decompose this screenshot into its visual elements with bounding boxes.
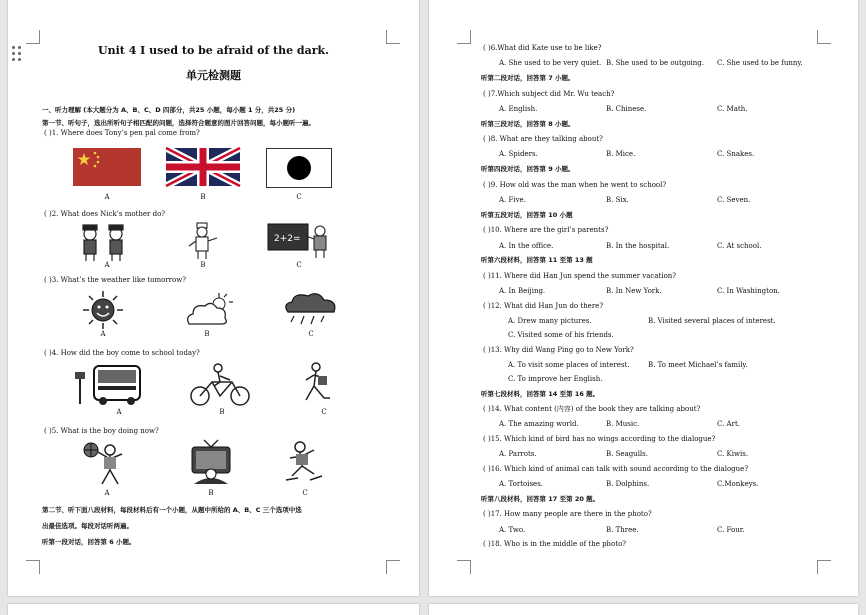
question-text: 8. What are they talking about?: [490, 135, 603, 143]
option-label: B: [200, 193, 206, 201]
option-label: A: [100, 330, 106, 338]
option-label: B: [204, 330, 210, 338]
crop-mark: [386, 30, 400, 44]
answer-option[interactable]: C. Math.: [717, 105, 748, 113]
option-label: B: [200, 261, 206, 269]
option-label: A: [104, 193, 110, 201]
answer-option[interactable]: C. Snakes.: [717, 150, 755, 158]
answer-option[interactable]: C. Art.: [717, 420, 740, 428]
option-label: B: [208, 489, 214, 497]
answer-option[interactable]: A. She used to be very quiet.: [499, 59, 602, 67]
question: [483, 346, 634, 355]
option-label: A: [116, 408, 122, 416]
dialogue-heading: 听第八段材料，回答第 17 至第 20 题。: [481, 495, 600, 503]
answer-option[interactable]: B. Visited several places of interest.: [648, 317, 776, 325]
question: [483, 540, 626, 549]
crop-mark: [26, 30, 40, 44]
answer-blank[interactable]: ( ): [483, 405, 491, 413]
answer-blank[interactable]: ( ): [483, 540, 491, 548]
answer-option[interactable]: C. Visited some of his friends.: [508, 331, 614, 339]
question: [483, 135, 603, 144]
answer-option[interactable]: B. She used to be outgoing.: [606, 59, 704, 67]
answer-option[interactable]: C. She used to be funny.: [717, 59, 803, 67]
crop-mark: [386, 560, 400, 574]
crop-mark: [817, 30, 831, 44]
answer-option[interactable]: A. The amazing world.: [499, 420, 579, 428]
question-text: 7.Which subject did Mr. Wu teach?: [490, 90, 615, 98]
question-text: 9. How old was the man when he went to school?: [490, 181, 667, 189]
question-4: ( )4. How did the boy come to school today?: [44, 349, 200, 357]
question-text: 15. Which kind of bird has no wings according to the dialogue?: [490, 435, 716, 443]
next-page-left: [8, 604, 419, 615]
exam-page-left: [8, 0, 419, 596]
question-5: ( )5. What is the boy doing now?: [44, 427, 159, 435]
answer-option[interactable]: A. In Beijing.: [499, 287, 546, 295]
doctor-icon: [183, 222, 223, 260]
police-icon: [70, 222, 136, 262]
answer-blank[interactable]: ( ): [483, 346, 491, 354]
question-text: 13. Why did Wang Ping go to New York?: [490, 346, 634, 354]
part-heading: 出最佳选项。每段对话听两遍。: [42, 522, 133, 530]
dialogue-heading: 听第四段对话，回答第 9 小题。: [481, 165, 575, 173]
dialogue-heading: 听第五段对话，回答第 10 小题: [481, 211, 573, 219]
sunny-icon: [78, 290, 128, 330]
answer-option[interactable]: B. Mice.: [606, 150, 636, 158]
answer-option[interactable]: A. Drew many pictures.: [508, 317, 592, 325]
crop-mark: [26, 560, 40, 574]
walking-icon: [300, 362, 336, 406]
answer-option[interactable]: B. To meet Michael’s family.: [648, 361, 748, 369]
answer-blank[interactable]: ( ): [483, 135, 491, 143]
question-text: 16. Which kind of animal can talk with sound according to the dialogue?: [490, 465, 749, 473]
dialogue-heading: 听第七段材料，回答第 14 至第 16 题。: [481, 390, 600, 398]
answer-option[interactable]: B. Music.: [606, 420, 640, 428]
answer-option[interactable]: B. In the hospital.: [606, 242, 670, 250]
answer-option[interactable]: B. In New York.: [606, 287, 662, 295]
question: [483, 226, 608, 235]
part-heading: 第一节、听句子，选出所听句子相匹配的问题，选择符合题意的图片回答问题，每小题听一遍。: [42, 119, 315, 127]
page-subtitle: 单元检测题: [186, 69, 241, 82]
answer-option[interactable]: B. Seagulls.: [606, 450, 648, 458]
question: [483, 465, 748, 474]
answer-option[interactable]: B. Six.: [606, 196, 629, 204]
option-label: C: [296, 193, 302, 201]
next-page-right: [429, 604, 858, 615]
option-label: C: [296, 261, 302, 269]
question-1: ( )1. Where does Tony’s pen pal come from?: [44, 129, 200, 137]
answer-option[interactable]: C. To improve her English.: [508, 375, 603, 383]
answer-option[interactable]: C. Seven.: [717, 196, 751, 204]
answer-option[interactable]: C.Monkeys.: [717, 480, 759, 488]
answer-option[interactable]: C. Four.: [717, 526, 745, 534]
answer-blank[interactable]: ( ): [483, 90, 491, 98]
dialogue-heading: 听第三段对话，回答第 8 小题。: [481, 120, 575, 128]
answer-option[interactable]: A. Five.: [499, 196, 526, 204]
bicycle-icon: [186, 364, 256, 406]
answer-blank[interactable]: ( ): [483, 44, 491, 52]
answer-option[interactable]: A. English.: [499, 105, 538, 113]
china-flag-icon: [73, 148, 141, 186]
answer-blank[interactable]: ( ): [483, 465, 491, 473]
question: [483, 405, 700, 414]
question-text: 11. Where did Han Jun spend the summer vacation?: [490, 272, 677, 280]
question: [483, 181, 666, 190]
skating-icon: [280, 440, 332, 486]
dialogue-heading: 听第六段材料，回答第 11 至第 13 题: [481, 256, 593, 264]
answer-blank[interactable]: ( ): [483, 226, 491, 234]
bus-icon: [74, 364, 144, 406]
exam-page-right: [429, 0, 858, 596]
uk-flag-icon: [166, 148, 240, 186]
question-text: 18. Who is in the middle of the photo?: [490, 540, 627, 548]
answer-option[interactable]: A. Two.: [499, 526, 526, 534]
question: [483, 510, 652, 519]
answer-option[interactable]: C. At school.: [717, 242, 762, 250]
crop-mark: [457, 560, 471, 574]
option-label: A: [104, 261, 110, 269]
question-text: 12. What did Han Jun do there?: [490, 302, 604, 310]
option-label: B: [219, 408, 225, 416]
answer-option[interactable]: B. Chinese.: [606, 105, 647, 113]
question-2: ( )2. What does Nick’s mother do?: [44, 210, 166, 218]
answer-option[interactable]: A. Parrots.: [499, 450, 537, 458]
page-title: Unit 4 I used to be afraid of the dark.: [98, 44, 329, 57]
answer-blank[interactable]: ( ): [483, 272, 491, 280]
answer-blank[interactable]: ( ): [483, 302, 491, 310]
answer-option[interactable]: A. Spiders.: [499, 150, 538, 158]
question-text: 17. How many people are there in the photo?: [490, 510, 652, 518]
question-3: ( )3. What’s the weather like tomorrow?: [44, 276, 186, 284]
question: [483, 90, 614, 99]
cloudy-icon: [183, 290, 235, 330]
answer-option[interactable]: A. Tortoises.: [499, 480, 544, 488]
question-text: 10. Where are the girl’s parents?: [490, 226, 609, 234]
answer-option[interactable]: A. In the office.: [499, 242, 554, 250]
basketball-icon: [80, 440, 134, 486]
dialogue-heading: 听第一段对话，回答第 6 小题。: [42, 538, 136, 546]
question-text: 6.What did Kate use to be like?: [490, 44, 602, 52]
question: [483, 44, 601, 53]
answer-option[interactable]: B. Dolphins.: [606, 480, 650, 488]
rainy-icon: [280, 290, 340, 330]
section-heading: 一、听力理解 (本大题分为 A、B、C、D 四部分，共25 小题，每小题 1 分，共25 分): [42, 106, 296, 114]
answer-blank[interactable]: ( ): [44, 210, 52, 218]
question: [483, 302, 603, 311]
tv-icon: [186, 438, 236, 486]
answer-option[interactable]: B. Three.: [606, 526, 639, 534]
answer-blank[interactable]: ( ): [483, 435, 491, 443]
part-heading: 第二节、听下面八段材料，每段材料后有一个小题，从题中所给的 A、B、C 三个选项中选: [42, 506, 302, 514]
question: [483, 272, 676, 281]
drag-handle-icon[interactable]: [12, 46, 22, 62]
teacher-icon: [266, 222, 334, 260]
option-label: C: [308, 330, 314, 338]
question: [483, 435, 715, 444]
crop-mark: [457, 30, 471, 44]
crop-mark: [817, 560, 831, 574]
answer-blank[interactable]: ( ): [44, 427, 52, 435]
answer-blank[interactable]: ( ): [483, 181, 491, 189]
answer-blank[interactable]: ( ): [44, 349, 52, 357]
option-label: C: [321, 408, 327, 416]
answer-option[interactable]: C. Kiwis.: [717, 450, 749, 458]
option-label: A: [104, 489, 110, 497]
answer-blank[interactable]: ( ): [44, 129, 52, 137]
option-label: C: [302, 489, 308, 497]
answer-blank[interactable]: ( ): [44, 276, 52, 284]
dialogue-heading: 听第二段对话，回答第 7 小题。: [481, 74, 575, 82]
blackboard-text: 2+2=: [274, 234, 301, 244]
answer-option[interactable]: C. In Washington.: [717, 287, 780, 295]
answer-blank[interactable]: ( ): [483, 510, 491, 518]
question-text: 14. What content (内容) of the book they are talking about?: [490, 405, 701, 413]
answer-option[interactable]: A. To visit some places of interest.: [508, 361, 630, 369]
japan-flag-icon: [266, 148, 332, 188]
